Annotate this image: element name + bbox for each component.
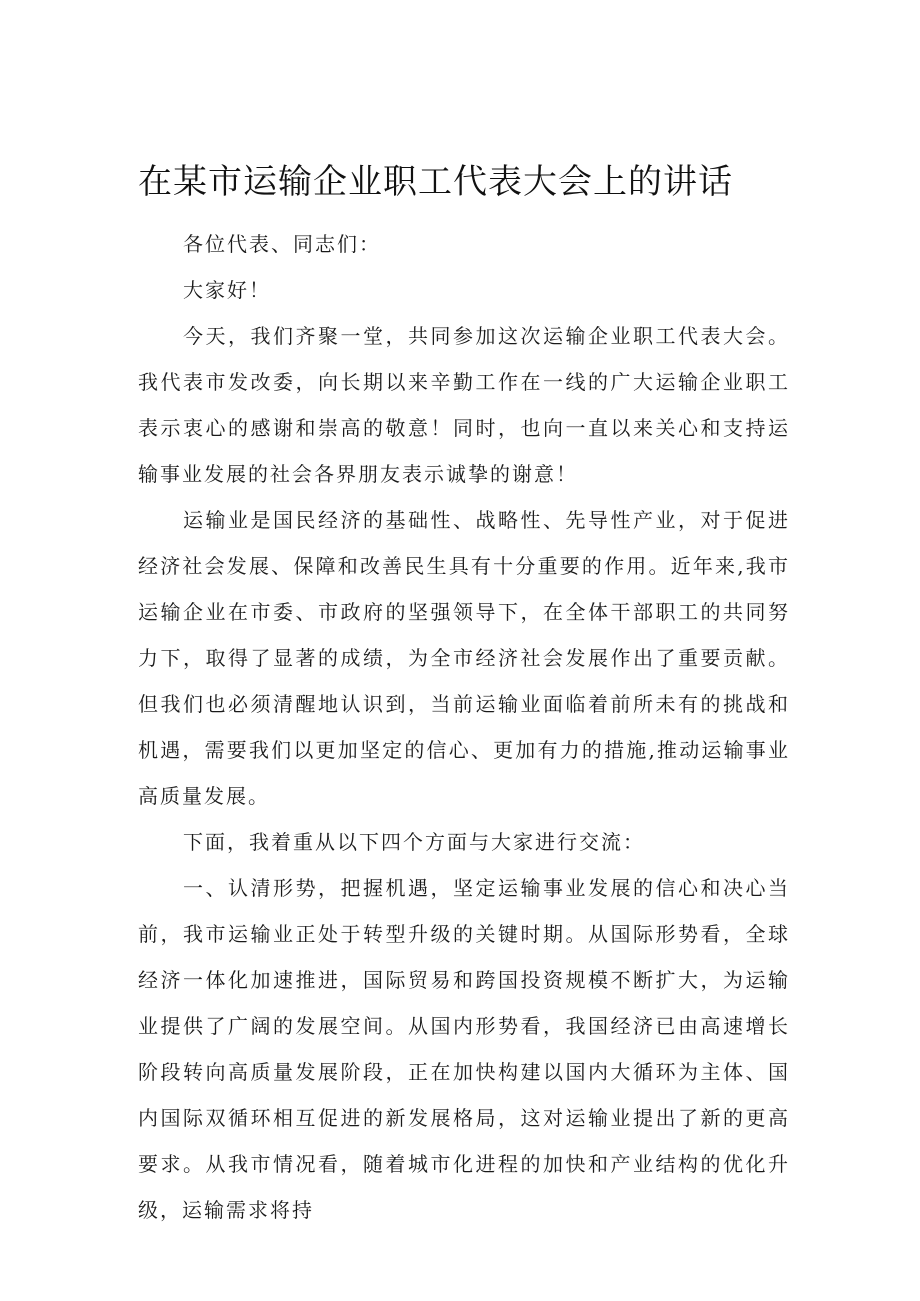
paragraph-opening: 今天，我们齐聚一堂，共同参加这次运输企业职工代表大会。我代表市发改委，向长期以来辛勤工作在一线的广大运输企业职工表示衷心的感谢和崇高的敬意！同时，也向一直以来关心和支持运输事业发展的社会各界朋友表示诚挚的谢意！: [138, 324, 790, 486]
greeting: 大家好！: [183, 278, 271, 302]
paragraph-outline: 下面，我着重从以下四个方面与大家进行交流：: [183, 830, 645, 854]
paragraph-industry-role: 运输业是国民经济的基础性、战略性、先导性产业，对于促进经济社会发展、保障和改善民生具有十分重要的作用。近年来,我市运输企业在市委、市政府的坚强领导下，在全体干部职工的共同努力下，取得了显著的成绩，为全市经济社会发展作出了重要贡献。但我们也必须清醒地认识到，当前运输业面临着前所未有的挑战和机遇，需要我们以更加坚定的信心、更加有力的措施,推动运输事业高质量发展。: [138, 508, 790, 808]
document-title: 在某市运输企业职工代表大会上的讲话: [138, 162, 733, 202]
salutation: 各位代表、同志们：: [183, 232, 381, 256]
paragraph-section-one: 一、认清形势，把握机遇，坚定运输事业发展的信心和决心当前，我市运输业正处于转型升级的关键时期。从国际形势看，全球经济一体化加速推进，国际贸易和跨国投资规模不断扩大，为运输业提供了广阔的发展空间。从国内形势看，我国经济已由高速增长阶段转向高质量发展阶段，正在加快构建以国内大循环为主体、国内国际双循环相互促进的新发展格局，这对运输业提出了新的更高要求。从我市情况看，随着城市化进程的加快和产业结构的优化升级，运输需求将持: [138, 876, 790, 1222]
document-body: [138, 221, 790, 1233]
